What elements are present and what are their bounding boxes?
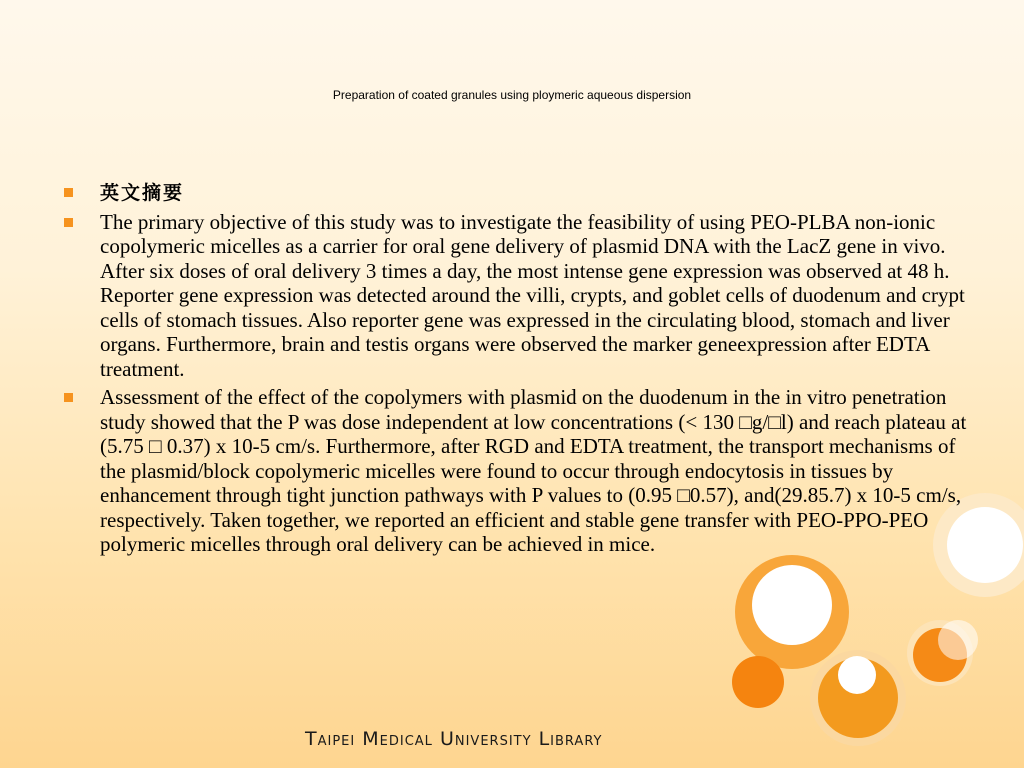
bullet-paragraph [62, 210, 967, 382]
abstract-paragraph-2: Assessment of the effect of the copolymers with plasmid on the duodenum in the in vitro penetration study showed that the P was dose independent at low concentrations (< 130 □g/□l) and reach plateau at (5.75 □ 0.37) x 10-5 cm/s. Furthermore, after RGD and EDTA treatment, the transport mechanisms of the plasmid/block copolymeric micelles were found to occur through endocytosis in tissues by enhancement through tight junction pathways with P values to (0.95 □0.57), and(29.85.7) x 10-5 cm/s, respectively. Taken together, we reported an efficient and stable gene transfer with PEO-PPO-PEO polymeric micelles through oral delivery can be achieved in mice. [100, 385, 967, 556]
bullet-list [62, 180, 967, 561]
deco-circle [752, 565, 832, 645]
slide-title: Preparation of coated granules using ploymeric aqueous dispersion [332, 88, 692, 102]
bullet-square-icon [64, 393, 73, 402]
abstract-paragraph-1: The primary objective of this study was to investigate the feasibility of using PEO-PLBA non-ionic copolymeric micelles as a carrier for oral gene delivery of plasmid DNA with the LacZ gene in vivo. After six doses of oral delivery 3 times a day, the most intense gene expression was observed at 48 h. Reporter gene expression was detected around the villi, crypts, and goblet cells of duodenum and crypt cells of stomach tissues. Also reporter gene was expressed in the circulating blood, stomach and liver organs. Furthermore, brain and testis organs were observed the marker geneexpression after EDTA treatment. [100, 209, 965, 381]
bullet-heading [62, 180, 967, 206]
abstract-heading: 英文摘要 [100, 182, 185, 204]
deco-circle [732, 656, 784, 708]
deco-circle [938, 620, 978, 660]
bullet-paragraph [62, 385, 967, 557]
bullet-square-icon [64, 218, 73, 227]
deco-circle [838, 656, 876, 694]
bullet-square-icon [64, 188, 73, 197]
footer-library-name: Taipei Medical University Library [305, 728, 603, 750]
